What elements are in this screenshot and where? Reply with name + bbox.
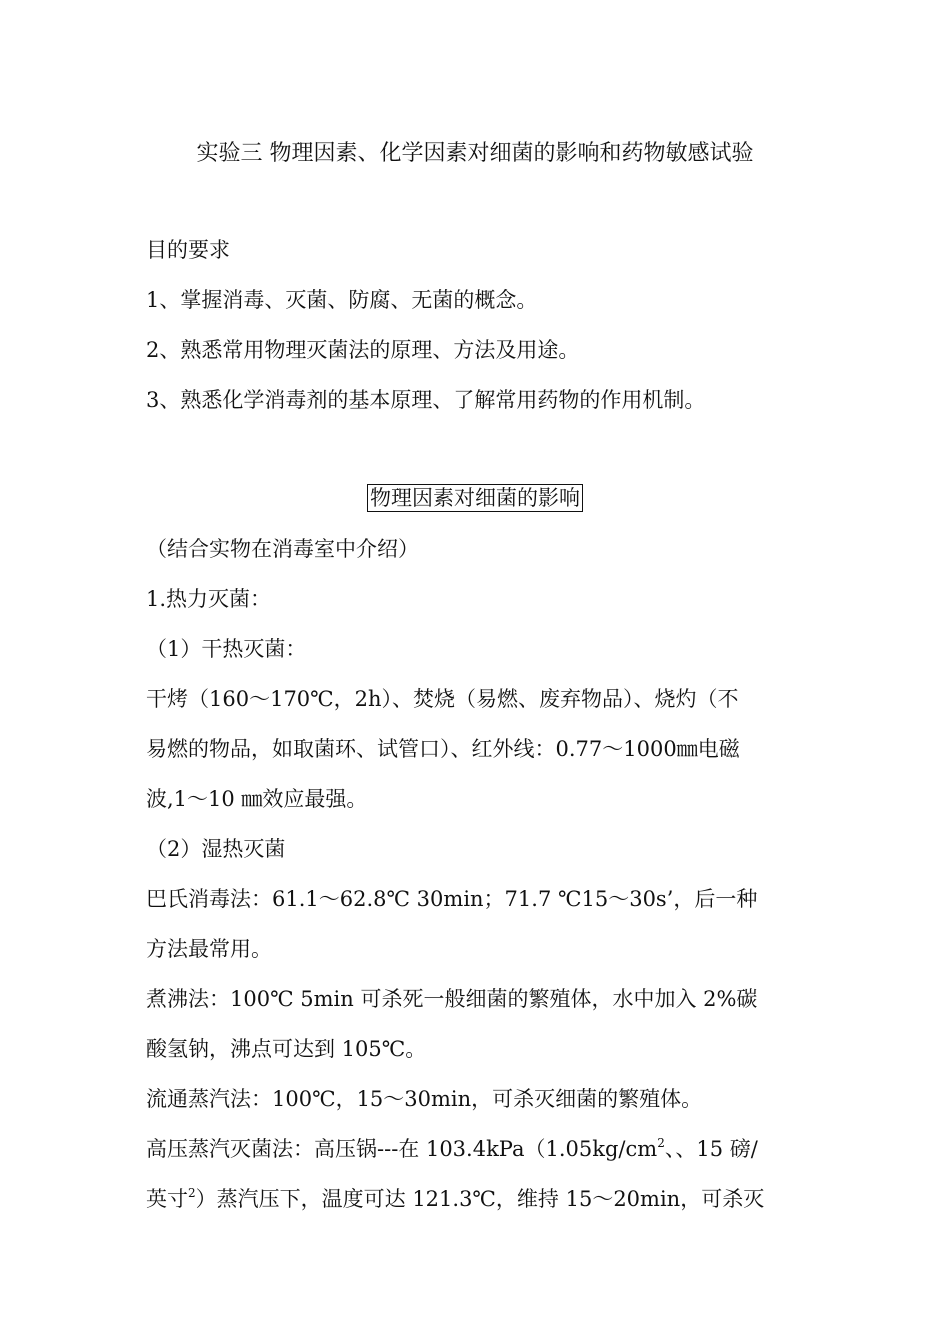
document-title: 实验三 物理因素、化学因素对细菌的影响和药物敏感试验 <box>196 141 754 166</box>
dry-heat-line-3: 波,1～10 ㎜效应最强。 <box>146 787 368 811</box>
autoclave-line-1-text: 高压蒸汽灭菌法：高压锅---在 103.4kPa（1.05kg/cm <box>146 1137 658 1161</box>
objectives-heading: 目的要求 <box>146 238 230 262</box>
autoclave-line-2-tail: ）蒸汽压下，温度可达 121.3℃，维持 15～20min，可杀灭 <box>195 1187 765 1211</box>
section-heading-boxed: 物理因素对细菌的影响 <box>367 484 583 512</box>
section-note: （结合实物在消毒室中介绍） <box>146 537 419 561</box>
dry-heat-line-1: 干烤（160～170℃，2h）、焚烧（易燃、废弃物品）、烧灼（不 <box>146 687 739 711</box>
dry-heat-line-2: 易燃的物品，如取菌环、试管口）、红外线：0.77～1000㎜电磁 <box>146 737 740 761</box>
autoclave-line-1-tail: 、、15 磅/ <box>664 1137 758 1161</box>
flowing-steam-line: 流通蒸汽法：100℃，15～30min，可杀灭细菌的繁殖体。 <box>146 1087 703 1111</box>
boiling-line-1: 煮沸法：100℃ 5min 可杀死一般细菌的繁殖体，水中加入 2%碳 <box>146 987 758 1011</box>
autoclave-line-1 <box>146 1135 758 1163</box>
pasteurization-line-1: 巴氏消毒法：61.1～62.8℃ 30min；71.7 ℃15～30s’，后一种 <box>146 887 758 911</box>
autoclave-line-2-text: 英寸 <box>146 1187 188 1211</box>
objective-item-2: 2、熟悉常用物理灭菌法的原理、方法及用途。 <box>146 338 580 362</box>
pasteurization-line-2: 方法最常用。 <box>146 937 272 961</box>
objective-item-3: 3、熟悉化学消毒剂的基本原理、了解常用药物的作用机制。 <box>146 388 706 412</box>
wet-heat-heading: （2）湿热灭菌 <box>146 837 286 861</box>
objective-item-1: 1、掌握消毒、灭菌、防腐、无菌的概念。 <box>146 288 538 312</box>
dry-heat-heading: （1）干热灭菌： <box>146 637 307 661</box>
autoclave-line-2-superscript: 2 <box>188 1186 196 1200</box>
autoclave-line-2 <box>146 1185 764 1213</box>
section-heading-wrap <box>0 484 950 512</box>
boiling-line-2: 酸氢钠，沸点可达到 105℃。 <box>146 1037 427 1061</box>
heat-sterilization-heading: 1.热力灭菌： <box>146 587 272 611</box>
autoclave-line-1-superscript: 2 <box>657 1136 665 1150</box>
